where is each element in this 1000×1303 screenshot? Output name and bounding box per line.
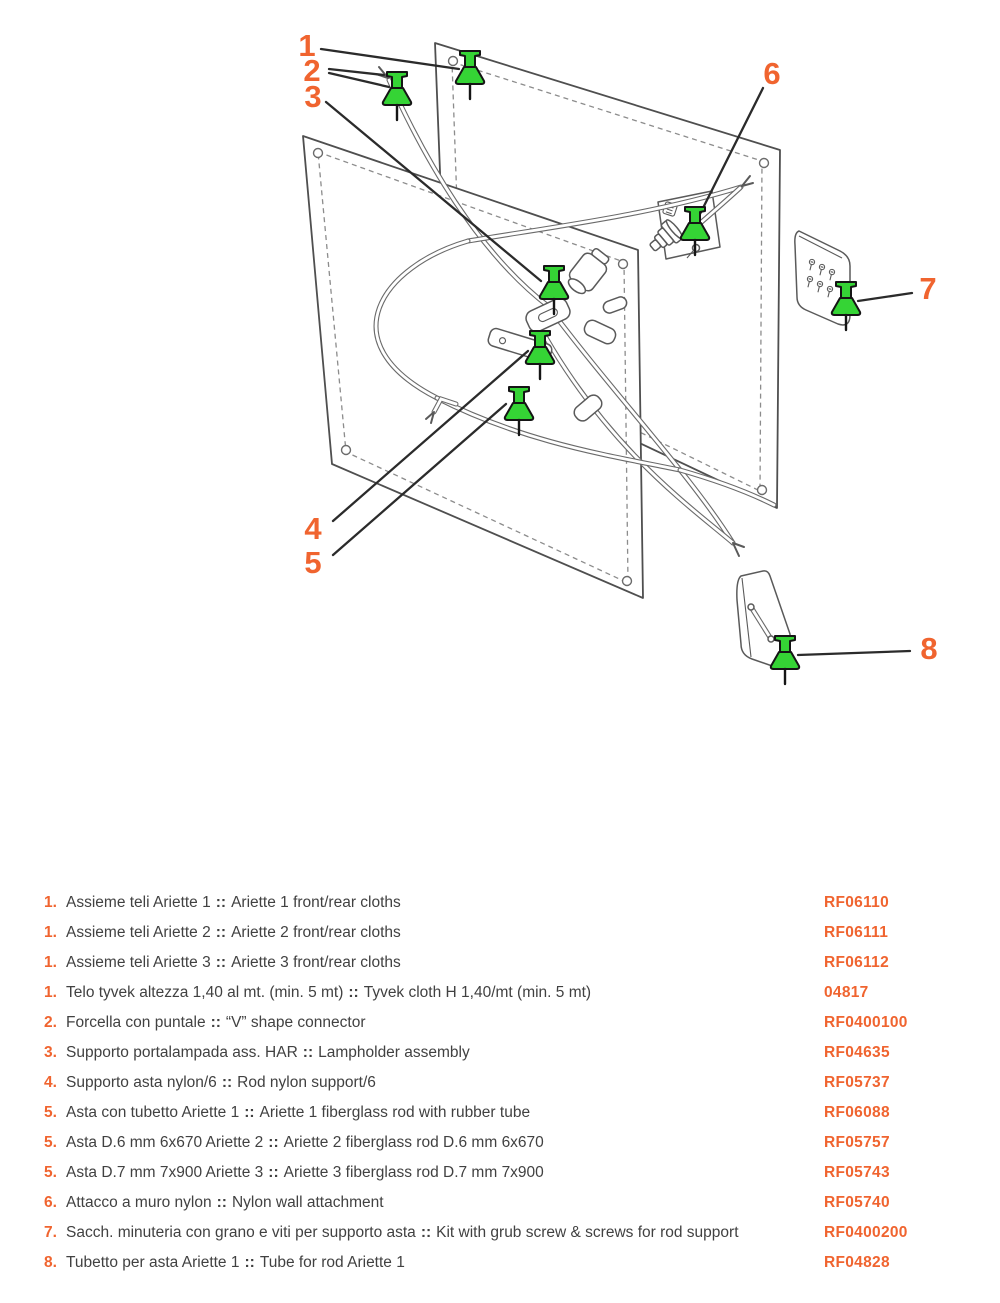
part-code: RF05743 [824, 1164, 890, 1181]
part-code: RF04828 [824, 1254, 890, 1271]
separator: :: [215, 894, 227, 911]
parts-list [0, 888, 1000, 1278]
parts-list-row [0, 1218, 1000, 1248]
parts-list-row [0, 948, 1000, 978]
row-number: 5. [44, 1164, 57, 1181]
row-number: 2. [44, 1014, 57, 1031]
part-code: RF05757 [824, 1134, 890, 1151]
row-description: Assieme teli Ariette 2 :: Ariette 2 front/rear cloths [66, 924, 401, 941]
row-number: 1. [44, 924, 57, 941]
separator: :: [216, 1194, 227, 1211]
parts-list-row [0, 1158, 1000, 1188]
row-description: Asta D.7 mm 7x900 Ariette 3 :: Ariette 3 fiberglass rod D.7 mm 7x900 [66, 1164, 544, 1181]
part-code: RF06112 [824, 954, 890, 971]
parts-list-row [0, 978, 1000, 1008]
row-number: 1. [44, 984, 57, 1001]
leader-line-7 [858, 293, 912, 301]
row-description: Attacco a muro nylon :: Nylon wall attachment [66, 1194, 384, 1211]
part-code: RF0400100 [824, 1014, 908, 1031]
parts-list-row [0, 1128, 1000, 1158]
separator: :: [420, 1224, 432, 1241]
row-description: Tubetto per asta Ariette 1 :: Tube for rod Ariette 1 [66, 1254, 405, 1271]
separator: :: [302, 1044, 314, 1061]
part-code: RF05737 [824, 1074, 890, 1091]
row-description: Sacch. minuteria con grano e viti per supporto asta :: Kit with grub screw & screws for rod support [66, 1224, 739, 1241]
row-description: Asta con tubetto Ariette 1 :: Ariette 1 fiberglass rod with rubber tube [66, 1104, 531, 1121]
separator: :: [268, 1164, 279, 1181]
parts-list-row [0, 1188, 1000, 1218]
parts-list-row [0, 1038, 1000, 1068]
row-description: Supporto portalampada ass. HAR :: Lampholder assembly [66, 1044, 470, 1061]
part-code: RF06110 [824, 894, 890, 911]
callout-number-6: 6 [763, 56, 781, 91]
row-description: Telo tyvek altezza 1,40 al mt. (min. 5 mt) :: Tyvek cloth H 1,40/mt (min. 5 mt) [66, 984, 592, 1001]
row-number: 5. [44, 1134, 57, 1151]
part-code: 04817 [824, 984, 869, 1001]
separator: :: [210, 1014, 221, 1031]
separator: :: [244, 1254, 255, 1271]
row-description: Supporto asta nylon/6 :: Rod nylon support/6 [66, 1074, 376, 1091]
row-description: Forcella con puntale :: “V” shape connector [66, 1014, 366, 1031]
part-code: RF0400200 [824, 1224, 908, 1241]
callout-number-2: 2 [303, 53, 321, 88]
row-number: 1. [44, 894, 57, 911]
separator: :: [215, 954, 227, 971]
row-number: 1. [44, 954, 57, 971]
parts-list-row [0, 888, 1000, 918]
row-description: Assieme teli Ariette 3 :: Ariette 3 front/rear cloths [66, 954, 401, 971]
callout-number-5: 5 [304, 545, 322, 580]
parts-list-row [0, 1008, 1000, 1038]
callout-number-8: 8 [920, 631, 938, 666]
part-code: RF05740 [824, 1194, 890, 1211]
row-number: 5. [44, 1104, 57, 1121]
parts-list-row [0, 1248, 1000, 1278]
row-number: 3. [44, 1044, 57, 1061]
callout-number-1: 1 [298, 28, 316, 63]
row-number: 6. [44, 1194, 57, 1211]
callout-number-4: 4 [304, 511, 322, 546]
part-code: RF06111 [824, 924, 889, 941]
row-number: 8. [44, 1254, 57, 1271]
part-code: RF06088 [824, 1104, 890, 1121]
callout-number-7: 7 [919, 271, 937, 306]
parts-list-row [0, 918, 1000, 948]
callout-number-3: 3 [304, 79, 322, 114]
parts-list-row [0, 1068, 1000, 1098]
leader-line-8 [798, 651, 910, 655]
separator: :: [221, 1074, 233, 1091]
separator: :: [215, 924, 227, 941]
row-description: Assieme teli Ariette 1 :: Ariette 1 front/rear cloths [66, 894, 401, 911]
separator: :: [268, 1134, 279, 1151]
separator: :: [348, 984, 359, 1001]
row-description: Asta D.6 mm 6x670 Ariette 2 :: Ariette 2 fiberglass rod D.6 mm 6x670 [66, 1134, 544, 1151]
row-number: 4. [44, 1074, 57, 1091]
parts-list-row [0, 1098, 1000, 1128]
separator: :: [244, 1104, 255, 1121]
part-code: RF04635 [824, 1044, 890, 1061]
row-number: 7. [44, 1224, 57, 1241]
